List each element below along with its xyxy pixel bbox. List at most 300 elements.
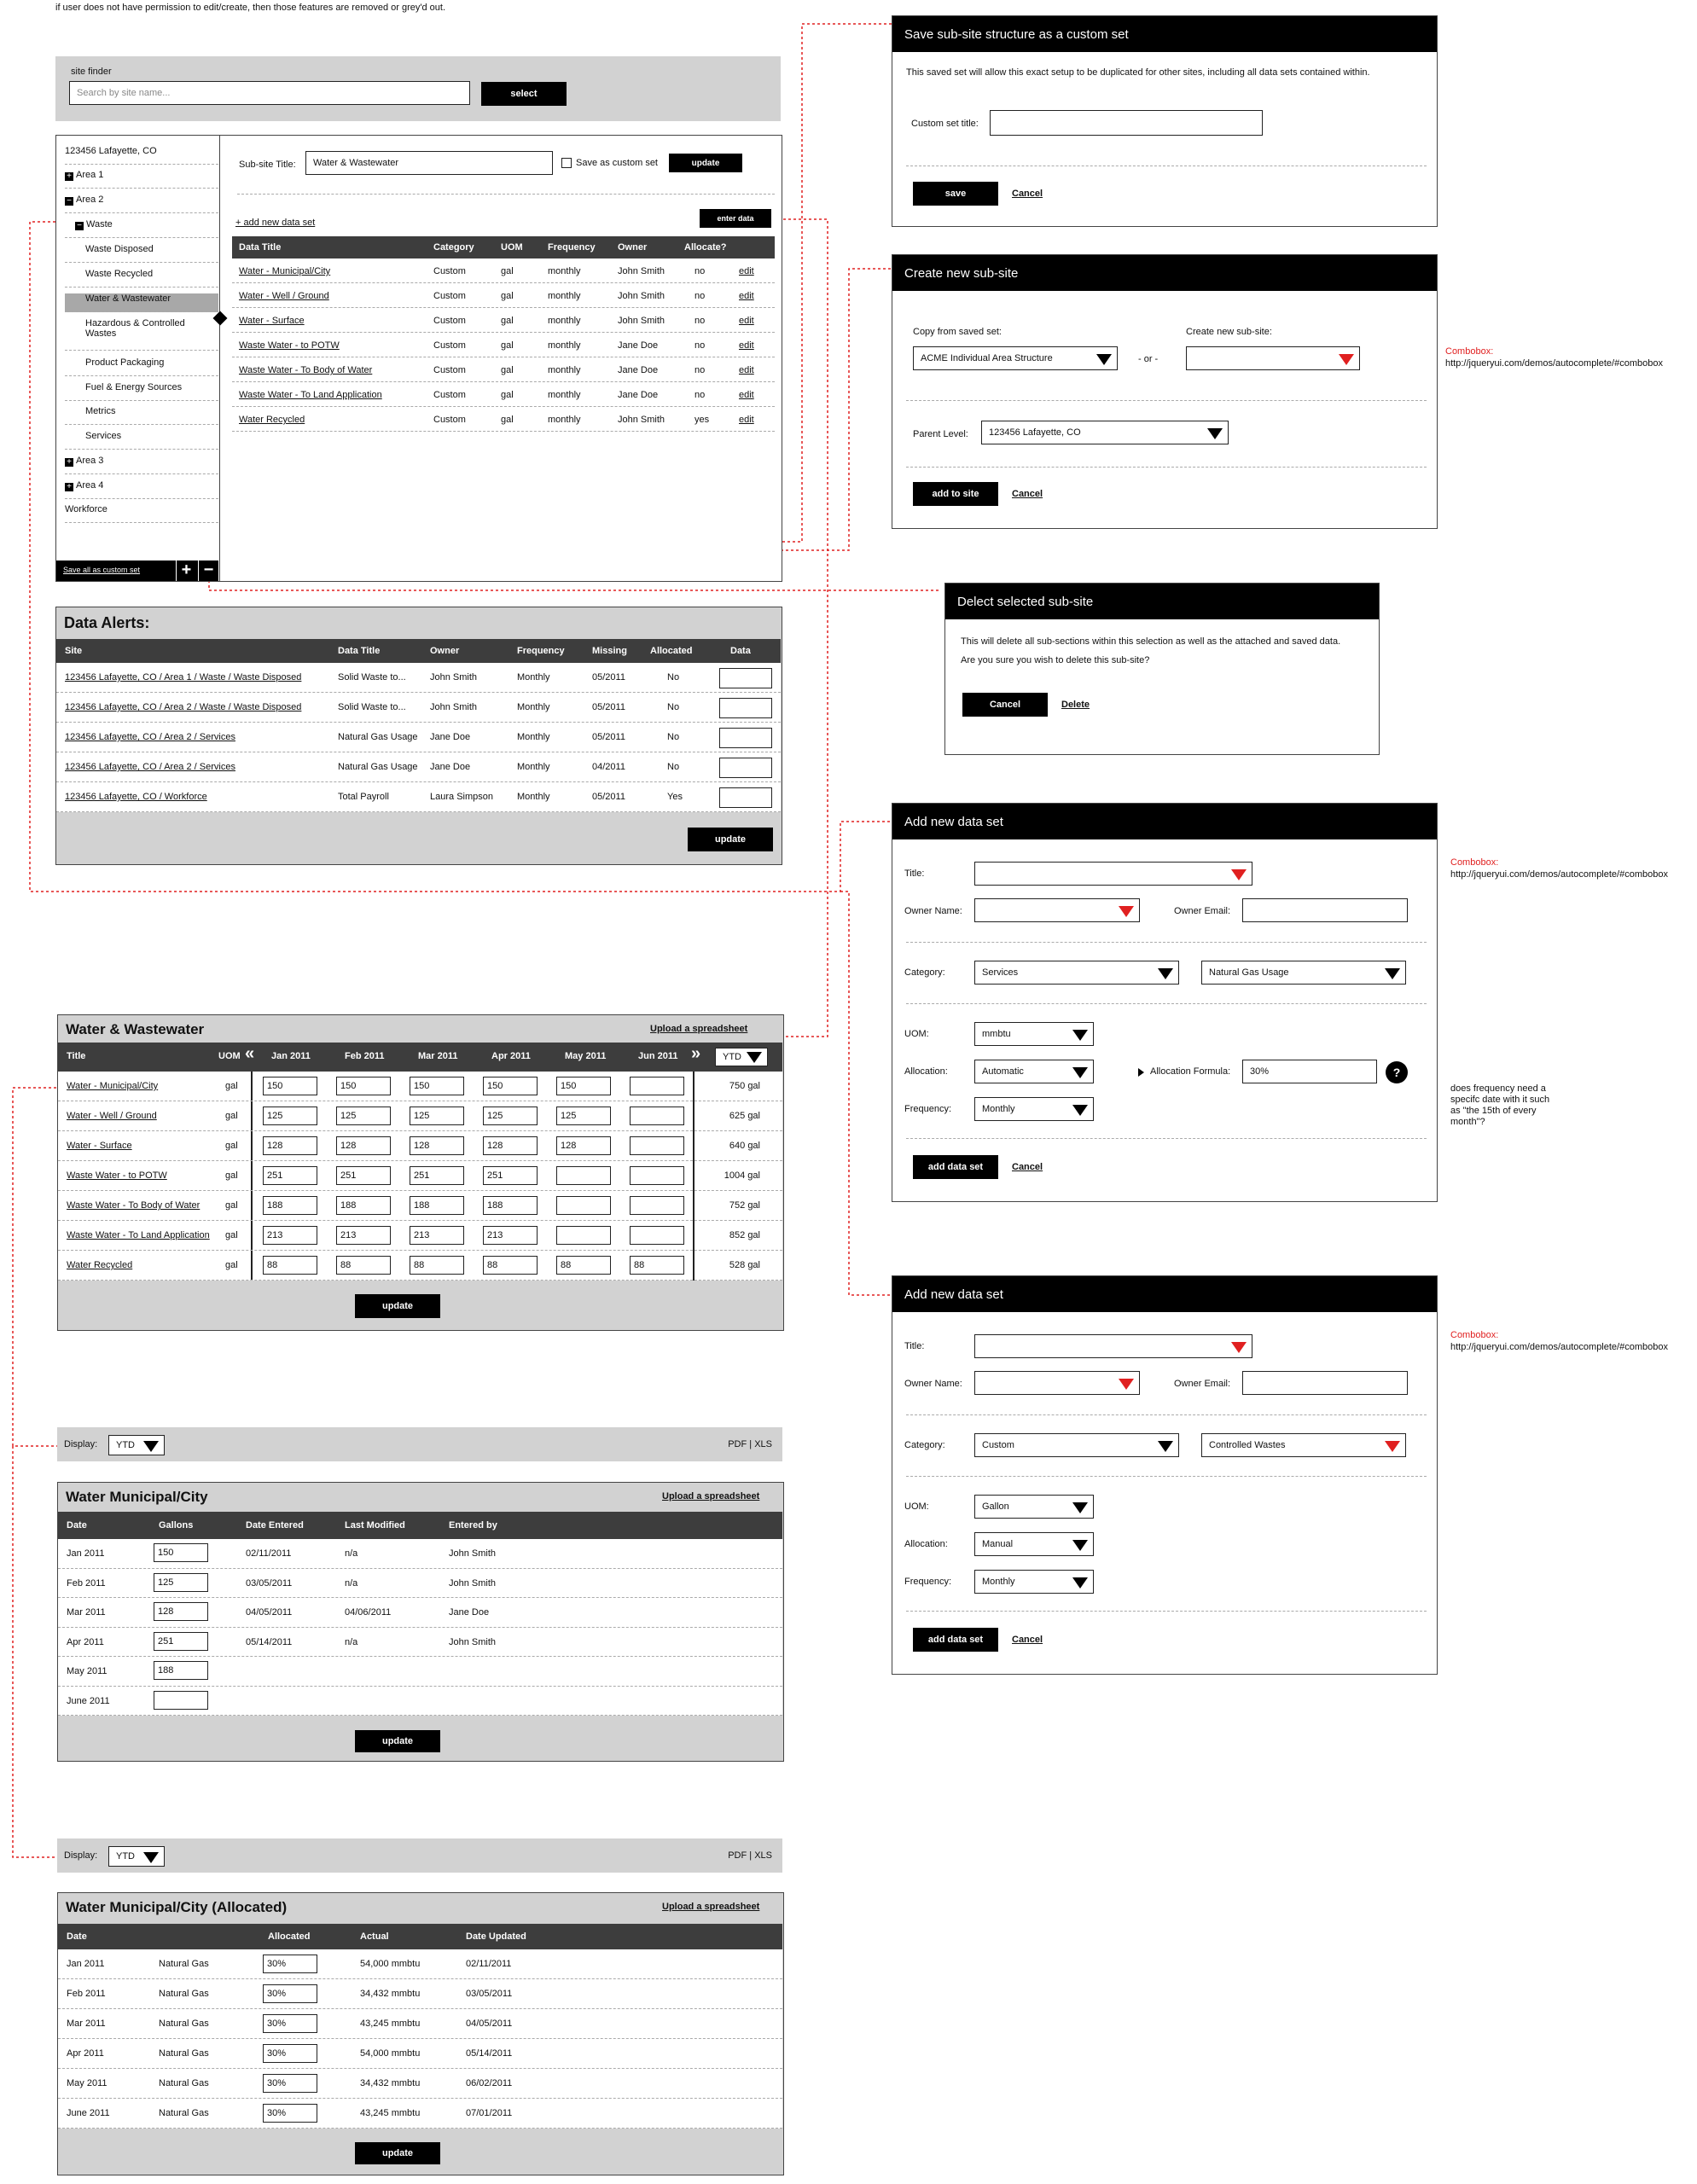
uom-cell: gal [225, 1081, 238, 1091]
gallons-input[interactable]: 251 [154, 1632, 208, 1651]
table-cell: Custom [433, 415, 466, 425]
add-data-set-dialog-1 [892, 803, 1438, 1202]
edit-link[interactable]: edit [739, 340, 754, 351]
data-title-link[interactable]: Waste Water - To Body of Water [239, 365, 373, 375]
gallons-input[interactable]: 128 [154, 1602, 208, 1621]
ww-title: Water & Wastewater [66, 1021, 205, 1037]
actual-cell: 34,432 mmbtu [360, 1989, 421, 1999]
tree-item[interactable] [65, 269, 218, 288]
value-input[interactable]: 88 [483, 1256, 538, 1275]
column-header: UOM [218, 1051, 241, 1061]
uom-cell: gal [225, 1170, 238, 1181]
save-all-custom-set-link[interactable]: Save all as custom set [63, 566, 141, 574]
expand-icon[interactable]: + [65, 458, 73, 467]
update-wa-button[interactable]: update [355, 2142, 440, 2164]
tree-item[interactable] [65, 219, 218, 238]
category-select[interactable] [974, 961, 1179, 985]
copy-from-label: Copy from saved set: [913, 327, 1002, 337]
data-title-link[interactable]: Waste Water - to POTW [67, 1170, 167, 1181]
column-header: Allocated [268, 1931, 311, 1942]
pdf-link[interactable]: PDF [728, 1439, 747, 1449]
uom-value: Gallon [982, 1502, 1009, 1512]
value-input[interactable] [630, 1107, 684, 1125]
data-title-link[interactable]: Water - Surface [67, 1141, 132, 1151]
or-separator: - or - [1138, 354, 1159, 364]
table-row [232, 258, 775, 283]
copy-from-value: ACME Individual Area Structure [921, 353, 1053, 363]
column-header: Date Updated [466, 1931, 526, 1942]
frequency-label: Frequency: [904, 1577, 952, 1587]
display-select[interactable] [108, 1846, 165, 1867]
edit-link[interactable]: edit [739, 291, 754, 301]
column-header: Data Title [338, 646, 381, 656]
allocation-value: Manual [982, 1539, 1014, 1549]
frequency-select[interactable] [974, 1570, 1094, 1594]
xls-link[interactable]: XLS [754, 1850, 772, 1861]
owner-email-input[interactable] [1242, 1371, 1408, 1395]
total-cell: 528 gal [729, 1260, 760, 1270]
expand-icon[interactable]: + [65, 483, 73, 491]
tree-item[interactable] [65, 456, 218, 474]
table-cell: No [667, 702, 680, 712]
combobox-note-url[interactable]: http://jqueryui.com/demos/autocomplete/#combobox [1445, 358, 1663, 369]
parent-level-value: 123456 Lafayette, CO [989, 427, 1081, 438]
update-subsite-button[interactable]: update [669, 154, 742, 172]
tree-item[interactable] [65, 293, 218, 312]
tree-item[interactable] [65, 406, 218, 425]
table-row [58, 2009, 782, 2039]
tree-item[interactable] [65, 382, 218, 401]
table-cell: Jane Doe [430, 732, 471, 742]
update-ww-button[interactable]: update [355, 1294, 440, 1318]
source-cell: Natural Gas [159, 2018, 209, 2029]
table-cell: Jane Doe [618, 390, 659, 400]
data-title-link[interactable]: Water - Municipal/City [239, 266, 331, 276]
value-input[interactable]: 125 [556, 1107, 611, 1125]
value-input[interactable] [630, 1077, 684, 1095]
combobox-note-title: Combobox: [1450, 1330, 1499, 1340]
tree-sidebar [56, 136, 220, 581]
datasets-header [232, 236, 775, 258]
value-input[interactable]: 88 [263, 1256, 317, 1275]
site-link[interactable]: 123456 Lafayette, CO / Area 1 / Waste / Waste Disposed [65, 672, 302, 682]
table-cell: Solid Waste to... [338, 702, 406, 712]
column-header: Frequency [548, 242, 596, 253]
owner-name-combobox[interactable] [974, 1371, 1140, 1395]
create-new-combobox[interactable] [1186, 346, 1360, 370]
owner-name-label: Owner Name: [904, 1379, 962, 1389]
edit-link[interactable]: edit [739, 415, 754, 425]
wm-upload-link[interactable]: Upload a spreadsheet [662, 1491, 760, 1502]
add-data-set-button[interactable]: add data set [913, 1155, 998, 1179]
source-cell: Natural Gas [159, 2108, 209, 2118]
delete-warning: This will delete all sub-sections within this selection as well as the attached and saved data. [961, 636, 1341, 647]
gallons-input[interactable]: 125 [154, 1573, 208, 1592]
value-input[interactable]: 251 [336, 1166, 391, 1185]
edit-link[interactable]: edit [739, 365, 754, 375]
uom-cell: gal [225, 1260, 238, 1270]
value-input[interactable]: 188 [410, 1196, 464, 1215]
gallons-input[interactable]: 188 [154, 1661, 208, 1680]
dialog-title: Save sub-site structure as a custom set [892, 16, 1437, 52]
add-data-set-button[interactable]: add data set [913, 1628, 998, 1652]
title-combobox[interactable] [974, 1334, 1252, 1358]
table-cell: Natural Gas Usage [338, 762, 418, 772]
table-row [58, 1072, 782, 1101]
table-row [58, 1628, 782, 1658]
value-input[interactable]: 88 [336, 1256, 391, 1275]
value-input[interactable]: 150 [410, 1077, 464, 1095]
help-icon[interactable]: ? [1386, 1061, 1408, 1083]
column-header: Site [65, 646, 83, 656]
data-title-link[interactable]: Water - Surface [239, 316, 305, 326]
table-row [58, 1569, 782, 1599]
tree-item[interactable] [65, 318, 218, 351]
pdf-link[interactable]: PDF [728, 1850, 747, 1861]
ytd-select[interactable] [715, 1048, 768, 1066]
value-input[interactable]: 251 [263, 1166, 317, 1185]
display-label: Display: [64, 1439, 98, 1449]
value-input[interactable]: 150 [483, 1077, 538, 1095]
tree-item[interactable] [65, 504, 218, 523]
data-title-link[interactable]: Waste Water - To Land Application [67, 1230, 210, 1240]
table-cell: 03/05/2011 [246, 1577, 293, 1589]
table-cell: monthly [548, 390, 581, 400]
table-row [58, 2069, 782, 2099]
table-cell: n/a [345, 1577, 358, 1589]
update-alerts-button[interactable]: update [688, 828, 773, 851]
actual-cell: 43,245 mmbtu [360, 2108, 421, 2118]
cancel-link[interactable]: Cancel [1012, 189, 1043, 199]
value-input[interactable]: 213 [483, 1226, 538, 1245]
tree-item[interactable] [65, 480, 218, 499]
value-input[interactable]: 125 [263, 1107, 317, 1125]
edit-link[interactable]: edit [739, 266, 754, 276]
actual-cell: 54,000 mmbtu [360, 2048, 421, 2059]
select-button[interactable]: select [481, 82, 567, 106]
site-finder-label: site finder [71, 67, 112, 77]
value-input[interactable]: 128 [263, 1136, 317, 1155]
table-row [58, 1131, 782, 1161]
table-row [58, 1598, 782, 1628]
table-cell: John Smith [618, 316, 665, 326]
frequency-select[interactable] [974, 1097, 1094, 1121]
dialog-title: Delect selected sub-site [945, 584, 1379, 619]
value-input[interactable]: 251 [483, 1166, 538, 1185]
cancel-link[interactable]: Cancel [1012, 1635, 1043, 1645]
date-cell: Mar 2011 [67, 1607, 106, 1618]
value-input[interactable]: 150 [336, 1077, 391, 1095]
subsite-title-input[interactable]: Water & Wastewater [305, 151, 553, 175]
table-cell: monthly [548, 291, 581, 301]
value-input[interactable]: 125 [410, 1107, 464, 1125]
date-cell: May 2011 [67, 1666, 108, 1676]
value-input[interactable] [556, 1196, 611, 1215]
delete-subsite-dialog [944, 583, 1380, 755]
allocation-select[interactable] [974, 1060, 1094, 1083]
table-row [58, 1539, 782, 1569]
allocated-input[interactable]: 30% [263, 2074, 317, 2093]
value-input[interactable] [630, 1166, 684, 1185]
table-cell: 05/14/2011 [246, 1636, 293, 1647]
expand-triangle-icon[interactable] [1138, 1068, 1144, 1077]
frequency-note: does frequency need a specifc date with it such as "the 15th of every month"? [1450, 1083, 1550, 1127]
table-cell: Laura Simpson [430, 792, 493, 802]
column-header: Actual [360, 1931, 389, 1942]
gallons-input[interactable]: 150 [154, 1543, 208, 1562]
combobox-note-url[interactable]: http://jqueryui.com/demos/autocomplete/#combobox [1450, 869, 1668, 880]
tree-item[interactable] [65, 146, 218, 165]
table-cell: 05/2011 [592, 702, 625, 712]
copy-from-select[interactable] [913, 346, 1118, 370]
month-header: Jun 2011 [638, 1051, 678, 1061]
source-cell: Natural Gas [159, 2078, 209, 2088]
frequency-value: Monthly [982, 1104, 1015, 1114]
value-input[interactable]: 125 [336, 1107, 391, 1125]
delete-subsite-button[interactable]: − [198, 561, 218, 581]
site-link[interactable]: 123456 Lafayette, CO / Area 2 / Waste / Waste Disposed [65, 702, 302, 712]
wa-title: Water Municipal/City (Allocated) [66, 1899, 288, 1915]
value-input[interactable]: 128 [336, 1136, 391, 1155]
collapse-icon[interactable]: − [75, 222, 84, 230]
table-row [56, 723, 781, 752]
data-input[interactable] [719, 698, 772, 718]
value-input[interactable]: 188 [336, 1196, 391, 1215]
value-input[interactable]: 150 [263, 1077, 317, 1095]
table-cell: no [694, 390, 706, 400]
table-cell: Monthly [517, 702, 550, 712]
table-cell: gal [501, 316, 514, 326]
date-cell: May 2011 [67, 2078, 108, 2088]
data-input[interactable] [719, 668, 772, 688]
combobox-note-url[interactable]: http://jqueryui.com/demos/autocomplete/#combobox [1450, 1342, 1668, 1352]
table-cell: 05/2011 [592, 672, 625, 682]
source-cell: Natural Gas [159, 1959, 209, 1969]
tree-item[interactable] [65, 195, 218, 213]
data-title-link[interactable]: Water Recycled [67, 1260, 133, 1270]
edit-link[interactable]: edit [739, 316, 754, 326]
table-cell: 05/2011 [592, 732, 625, 742]
subcategory-select[interactable] [1201, 961, 1406, 985]
value-input[interactable] [630, 1226, 684, 1245]
column-header: Allocated [650, 646, 693, 656]
value-input[interactable] [556, 1226, 611, 1245]
collapse-icon[interactable]: − [65, 197, 73, 206]
ytd-value: YTD [723, 1052, 741, 1062]
tree-item[interactable] [65, 357, 218, 376]
gallons-input[interactable] [154, 1691, 208, 1710]
actual-cell: 34,432 mmbtu [360, 2078, 421, 2088]
table-row [232, 283, 775, 308]
value-input[interactable]: 150 [556, 1077, 611, 1095]
column-header: Frequency [517, 646, 565, 656]
column-header: Owner [618, 242, 648, 253]
create-subsite-dialog [892, 254, 1438, 529]
tree-item-label: 123456 Lafayette, CO [65, 146, 157, 156]
edit-link[interactable]: edit [739, 390, 754, 400]
column-header: Missing [592, 646, 627, 656]
save-custom-checkbox[interactable] [561, 158, 572, 168]
expand-icon[interactable]: + [65, 172, 73, 181]
enter-data-button[interactable]: enter data [700, 209, 771, 228]
total-cell: 640 gal [729, 1141, 760, 1151]
allocated-input[interactable]: 30% [263, 2044, 317, 2063]
date-updated-cell: 03/05/2011 [466, 1989, 513, 1999]
table-cell: John Smith [618, 266, 665, 276]
table-cell: monthly [548, 316, 581, 326]
data-title-link[interactable]: Water - Municipal/City [67, 1081, 159, 1091]
data-title-link[interactable]: Waste Water - To Body of Water [67, 1200, 201, 1211]
tree-item[interactable] [65, 431, 218, 450]
table-row [58, 1101, 782, 1131]
display-select[interactable] [108, 1435, 165, 1455]
date-cell: Feb 2011 [67, 1577, 106, 1589]
add-subsite-button[interactable]: + [176, 561, 196, 581]
table-cell: gal [501, 340, 514, 351]
table-row [58, 1949, 782, 1979]
uom-select[interactable] [974, 1022, 1094, 1046]
prev-arrow[interactable]: « [245, 1044, 255, 1063]
column-header: Title [67, 1051, 86, 1061]
table-cell: 04/2011 [592, 762, 625, 772]
allocated-input[interactable]: 30% [263, 1955, 317, 1973]
data-title-link[interactable]: Water - Well / Ground [239, 291, 329, 301]
table-row [56, 693, 781, 723]
table-row [58, 1657, 782, 1687]
allocation-select[interactable] [974, 1532, 1094, 1556]
value-input[interactable]: 213 [410, 1226, 464, 1245]
uom-label: UOM: [904, 1029, 929, 1039]
add-new-data-set-link[interactable]: + add new data set [235, 218, 316, 228]
value-input[interactable]: 88 [556, 1256, 611, 1275]
separator: | [749, 1850, 753, 1861]
dialog-title: Add new data set [892, 804, 1437, 839]
custom-set-title-input[interactable] [990, 110, 1263, 136]
value-input[interactable]: 188 [263, 1196, 317, 1215]
category-label: Category: [904, 967, 945, 978]
data-input[interactable] [719, 728, 772, 748]
data-input[interactable] [719, 758, 772, 778]
data-input[interactable] [719, 787, 772, 808]
next-arrow[interactable]: » [691, 1044, 701, 1063]
value-input[interactable]: 128 [556, 1136, 611, 1155]
value-input[interactable]: 88 [630, 1256, 684, 1275]
site-link[interactable]: 123456 Lafayette, CO / Area 2 / Services [65, 732, 235, 742]
value-input[interactable] [630, 1136, 684, 1155]
value-input[interactable]: 125 [483, 1107, 538, 1125]
separator: | [749, 1439, 753, 1449]
cancel-button[interactable]: Cancel [962, 693, 1048, 717]
uom-select[interactable] [974, 1495, 1094, 1519]
value-input[interactable] [630, 1196, 684, 1215]
value-input[interactable]: 251 [410, 1166, 464, 1185]
table-row [232, 308, 775, 333]
save-button[interactable]: save [913, 182, 998, 206]
column-header: Allocate? [684, 242, 727, 253]
table-cell: John Smith [618, 415, 665, 425]
allocated-input[interactable]: 30% [263, 1984, 317, 2003]
delete-link[interactable]: Delete [1061, 700, 1090, 710]
table-cell: monthly [548, 365, 581, 375]
owner-email-input[interactable] [1242, 898, 1408, 922]
tree-item[interactable] [65, 170, 218, 189]
table-row [56, 663, 781, 693]
dialog-title: Create new sub-site [892, 255, 1437, 291]
tree-item-label: Waste Recycled [85, 269, 154, 279]
site-search-input[interactable]: Search by site name... [69, 81, 470, 105]
value-input[interactable]: 128 [483, 1136, 538, 1155]
allocated-input[interactable]: 30% [263, 2014, 317, 2033]
table-cell: yes [694, 415, 710, 425]
value-input[interactable]: 88 [410, 1256, 464, 1275]
total-cell: 752 gal [729, 1200, 760, 1211]
table-cell: no [694, 291, 706, 301]
data-title-link[interactable]: Water Recycled [239, 415, 305, 425]
data-title-link[interactable]: Water - Well / Ground [67, 1111, 157, 1121]
update-wm-button[interactable]: update [355, 1730, 440, 1752]
column-header: Gallons [159, 1520, 194, 1531]
tree-footer [56, 561, 218, 581]
table-cell: Custom [433, 266, 466, 276]
allocation-formula-input[interactable]: 30% [1242, 1060, 1377, 1083]
xls-link[interactable]: XLS [754, 1439, 772, 1449]
ww-upload-link[interactable]: Upload a spreadsheet [650, 1024, 748, 1034]
table-cell: Custom [433, 340, 466, 351]
wa-upload-link[interactable]: Upload a spreadsheet [662, 1902, 760, 1912]
frequency-label: Frequency: [904, 1104, 952, 1114]
table-cell: John Smith [449, 1548, 497, 1559]
column-header: Date [67, 1520, 87, 1531]
tree-item[interactable] [65, 244, 218, 263]
table-cell: Jane Doe [430, 762, 471, 772]
value-input[interactable]: 213 [336, 1226, 391, 1245]
add-to-site-button[interactable]: add to site [913, 482, 998, 506]
parent-level-select[interactable] [981, 421, 1229, 444]
permission-note: if user does not have permission to edit/create, then those features are removed or grey'd out. [55, 3, 446, 13]
site-link[interactable]: 123456 Lafayette, CO / Workforce [65, 792, 207, 802]
value-input[interactable] [556, 1166, 611, 1185]
table-cell: Custom [433, 291, 466, 301]
date-cell: Jan 2011 [67, 1548, 105, 1559]
total-cell: 852 gal [729, 1230, 760, 1240]
value-input[interactable]: 188 [483, 1196, 538, 1215]
subcategory-combobox[interactable] [1201, 1433, 1406, 1457]
cancel-link[interactable]: Cancel [1012, 1162, 1043, 1172]
actual-cell: 43,245 mmbtu [360, 2018, 421, 2029]
allocated-input[interactable]: 30% [263, 2104, 317, 2123]
title-combobox[interactable] [974, 862, 1252, 886]
table-row [58, 1161, 782, 1191]
add-data-set-dialog-2 [892, 1275, 1438, 1675]
value-input[interactable]: 213 [263, 1226, 317, 1245]
table-cell: Custom [433, 365, 466, 375]
date-updated-cell: 05/14/2011 [466, 2048, 513, 2059]
value-input[interactable]: 128 [410, 1136, 464, 1155]
date-cell: Mar 2011 [67, 2018, 106, 2029]
owner-name-combobox[interactable] [974, 898, 1140, 922]
wm-title: Water Municipal/City [66, 1489, 208, 1505]
table-cell: Monthly [517, 672, 550, 682]
cancel-link[interactable]: Cancel [1012, 489, 1043, 499]
data-title-link[interactable]: Waste Water - to POTW [239, 340, 340, 351]
column-header: Entered by [449, 1520, 497, 1531]
data-title-link[interactable]: Waste Water - To Land Application [239, 390, 382, 400]
table-cell: Jane Doe [618, 340, 659, 351]
table-row [232, 407, 775, 432]
table-cell: no [694, 365, 706, 375]
site-link[interactable]: 123456 Lafayette, CO / Area 2 / Services [65, 762, 235, 772]
category-select[interactable] [974, 1433, 1179, 1457]
